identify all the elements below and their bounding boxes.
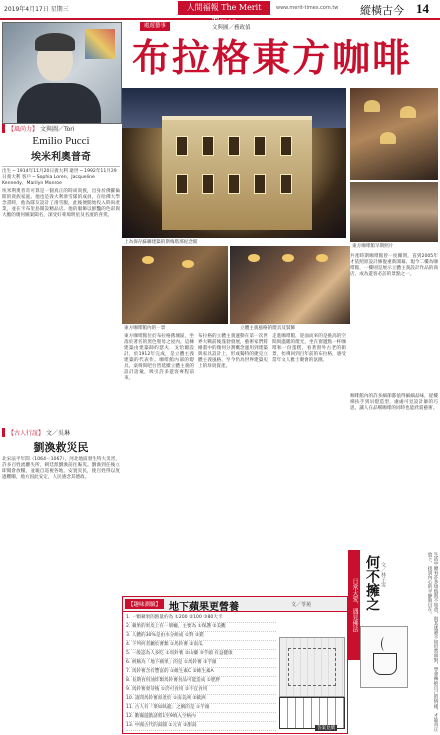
quiz-question: 5. 一般認為人多吃 ①馬鈴薯 ②山藥 ③芋頭 有益健康 bbox=[126, 650, 276, 659]
right-photo-caption: 東方咖啡館早期照片 bbox=[352, 244, 394, 249]
quiz-question: 9. 馬鈴薯發芽後 ①仍可食用 ②不宜食用 bbox=[126, 686, 276, 695]
quiz-question: 1. 一顆蘋果的熱量約為 ①200 ②100 ③80大卡 bbox=[126, 614, 276, 623]
building-window bbox=[280, 136, 292, 156]
quiz-title-bar bbox=[123, 597, 347, 612]
portrait-hair bbox=[35, 33, 75, 51]
quiz-question: 7. 馬鈴薯含有豐富的 ①維生素C ②維生素A bbox=[126, 668, 276, 677]
lamp-shape bbox=[182, 260, 194, 268]
column-tag-label: 【風尚力】 bbox=[8, 126, 39, 133]
fashion-column bbox=[2, 124, 120, 219]
article-byline: 文與圖／務政偵 bbox=[212, 25, 251, 31]
quiz-question: 6. 被稱為「地下蘋果」的是 ①馬鈴薯 ②芋頭 bbox=[126, 659, 276, 668]
lamp-shape bbox=[142, 256, 154, 264]
scene-photo-caption: 東方咖啡館內的一景 bbox=[124, 326, 166, 331]
quiz-tag: 【趣味測驗】 bbox=[125, 599, 164, 609]
portrait-suit bbox=[17, 83, 101, 123]
building-window bbox=[254, 174, 266, 194]
quiz-box bbox=[122, 596, 348, 734]
quiz-map-illustration bbox=[279, 637, 345, 697]
lamp-shape bbox=[380, 132, 396, 144]
main-photo-caption: 上為保存蘇聯建築的斯梅塔那紀念館 bbox=[124, 240, 198, 245]
history-tag bbox=[2, 428, 120, 437]
article-headline: 布拉格東方咖啡 bbox=[132, 36, 413, 80]
building-window bbox=[254, 136, 266, 156]
coffee-sketch-illustration bbox=[360, 626, 408, 688]
history-tag-label: 【古人行誼】 bbox=[8, 430, 45, 437]
issue-date: 2019年4月17日 星期三 bbox=[4, 6, 69, 13]
essay-body-text: 生活中總有許多煩惱與不如意，與其逃避不如坦然面對，學會擁抱自己的情緒，才能真正放下，找到內心的平靜與自在。 bbox=[427, 552, 438, 732]
building-window bbox=[176, 174, 188, 194]
building-window bbox=[202, 136, 214, 156]
building-window bbox=[228, 174, 240, 194]
quiz-question: 4. 下列何者屬於薯類 ①馬鈴薯 ②南瓜 bbox=[126, 641, 276, 650]
designer-body-text: 埃米利奧普奇可算是一個真正的時尚貴族，出身於佛羅倫斯的貴族家庭。他也是義大利滑雪隊的成員，在哈佛大學念書時，他為隊友設計了滑雪服，此後便開始投入時尚產業，並在卡布里島開設精品店。他的服飾以鮮豔的色彩與大膽的幾何圖案聞名，深受好萊塢明星及名流的喜愛。 bbox=[2, 189, 120, 218]
quiz-question: 10. 請問馬鈴薯原產於 ①南美洲 ②歐洲 bbox=[126, 695, 276, 704]
article-text-col1: 東方咖啡館位於布拉格舊城區，坐落於著名的黑色聖母之屋內。這棟建築由建築師約瑟夫．戈恰爾設計，於1912年完成，是立體主義建築的代表作。咖啡館內部的燈具、桌椅與吧台皆延續立體主義的設計語彙，吸引許多遊客專程前來。 bbox=[124, 334, 194, 381]
article-text-col3: 走進咖啡館，迎面而來的是挑高的空間與溫暖的燈光，坐在窗邊點一杯咖啡和一份蛋糕，看著窗外古老的街景，彷彿回到百年前的布拉格，感受當年文人雅士聚會的氛圍。 bbox=[272, 334, 346, 363]
lamp-photo-caption: 立體主義風格的燈具及裝飾 bbox=[240, 326, 296, 331]
building-window bbox=[228, 136, 240, 156]
building-window bbox=[202, 174, 214, 194]
quiz-question: 3. 人體的30%是由水分組成 ①對 ②錯 bbox=[126, 632, 276, 641]
article-text-col5: 咖啡館內的許多細節都值得細細品味，從樓梯扶手到吊燈造型，處處可見設計師的巧思，讓人在品嚐咖啡的同時也能欣賞藝術。 bbox=[350, 394, 438, 411]
designer-portrait-photo bbox=[2, 22, 122, 124]
newspaper-logo[interactable]: 人間福報 The Merit Times bbox=[178, 1, 270, 15]
section-title: 縱橫古今 bbox=[360, 4, 404, 17]
quiz-question: 13. 中國古代的湯圓 ①元宵 ②甜湯 bbox=[126, 722, 276, 731]
article-ribbon: 處遊藝事 bbox=[140, 22, 170, 31]
article-text-col2: 布拉格的立體主義運動在第一次世界大戰前後蓬勃發展，藝術家們將繪畫中的幾何分割概念運用到建築與家具設計上，形成獨特的捷克立體主義風格，至今仍為世界建築史上的珍貴資產。 bbox=[198, 334, 268, 369]
building-window bbox=[280, 174, 292, 194]
page-number: 14 bbox=[416, 1, 429, 16]
designer-facts: 出生 ─ 1914年11月20日義大利 逝世 ─ 1992年11月29日義大利 客戶 ─ Sophia Loren、Jacqueline Kennedy、Marilyn Monroe bbox=[2, 166, 120, 187]
quiz-answer-note: 答案見續 bbox=[317, 726, 335, 731]
essay-title: 何不擁之 bbox=[364, 555, 380, 611]
essay-section-label: 日常大愛．遇見佛法 bbox=[348, 550, 360, 660]
website-url[interactable]: www.merit-times.com.tw bbox=[276, 5, 339, 11]
history-author: 文／吳琳 bbox=[45, 430, 70, 437]
history-body-text: 北宋法平年間（1064－1067），河北地區發生特大災害，許多百姓流離失所，朝廷派劉渙前往賑災。劉渙到任後立即開倉放糧，並親自巡視各地，安置災民，使百姓得以度過難關，地方因此安定，人民感念其德政。 bbox=[2, 457, 120, 480]
cafe-scene-photo bbox=[122, 246, 228, 324]
designer-name-en: Emilio Pucci bbox=[32, 135, 90, 147]
building-window bbox=[176, 136, 188, 156]
artwork-backdrop bbox=[85, 29, 115, 59]
main-building-photo bbox=[122, 88, 346, 238]
quiz-question: 2. 蘋果的果皮上有一層蠟，主要為 ①保護 ②美觀 bbox=[126, 623, 276, 632]
lamp-shape bbox=[282, 254, 294, 262]
cafe-historic-photo bbox=[350, 182, 438, 242]
designer-name-zh: 埃米利奧普奇 bbox=[31, 152, 91, 163]
steam-icon bbox=[381, 637, 388, 651]
quiz-question: 11. 古人有「菜如臥龍」之稱的是 ①芋頭 bbox=[126, 704, 276, 713]
history-title: 劉渙救災民 bbox=[33, 441, 89, 454]
coffee-cup-icon bbox=[373, 653, 397, 675]
quiz-title: 地下蘋果更營養 bbox=[169, 602, 239, 613]
lamp-shape bbox=[364, 100, 380, 112]
lamp-shape bbox=[248, 254, 260, 262]
cafe-interior-photo bbox=[350, 88, 438, 180]
essay-author: 文／林子雯 bbox=[380, 562, 386, 587]
article-text-col4: 共產時期咖啡館曾一度關閉，直到2005年才依照原設計修復重新開幕。現今二樓為咖啡館，一樓則是展示立體主義設計作品的商店，成為遊客必訪的景點之一。 bbox=[350, 254, 438, 277]
photo-building bbox=[162, 116, 312, 230]
quiz-question-list bbox=[126, 614, 276, 731]
quiz-question: 8. 長期食用油炸類馬鈴薯食品可能造成 ①肥胖 bbox=[126, 677, 276, 686]
column-tag bbox=[2, 124, 120, 133]
column-author: 文與圖／Tori bbox=[39, 126, 75, 133]
cubist-lamp-photo bbox=[230, 246, 350, 324]
lamp-shape bbox=[400, 106, 416, 118]
quiz-question: 12. 數獨遊戲請將1至9填入空格內 bbox=[126, 713, 276, 722]
quiz-author: 文／苓苑 bbox=[291, 602, 312, 608]
history-column bbox=[2, 428, 120, 481]
lamp-shape bbox=[316, 254, 328, 262]
